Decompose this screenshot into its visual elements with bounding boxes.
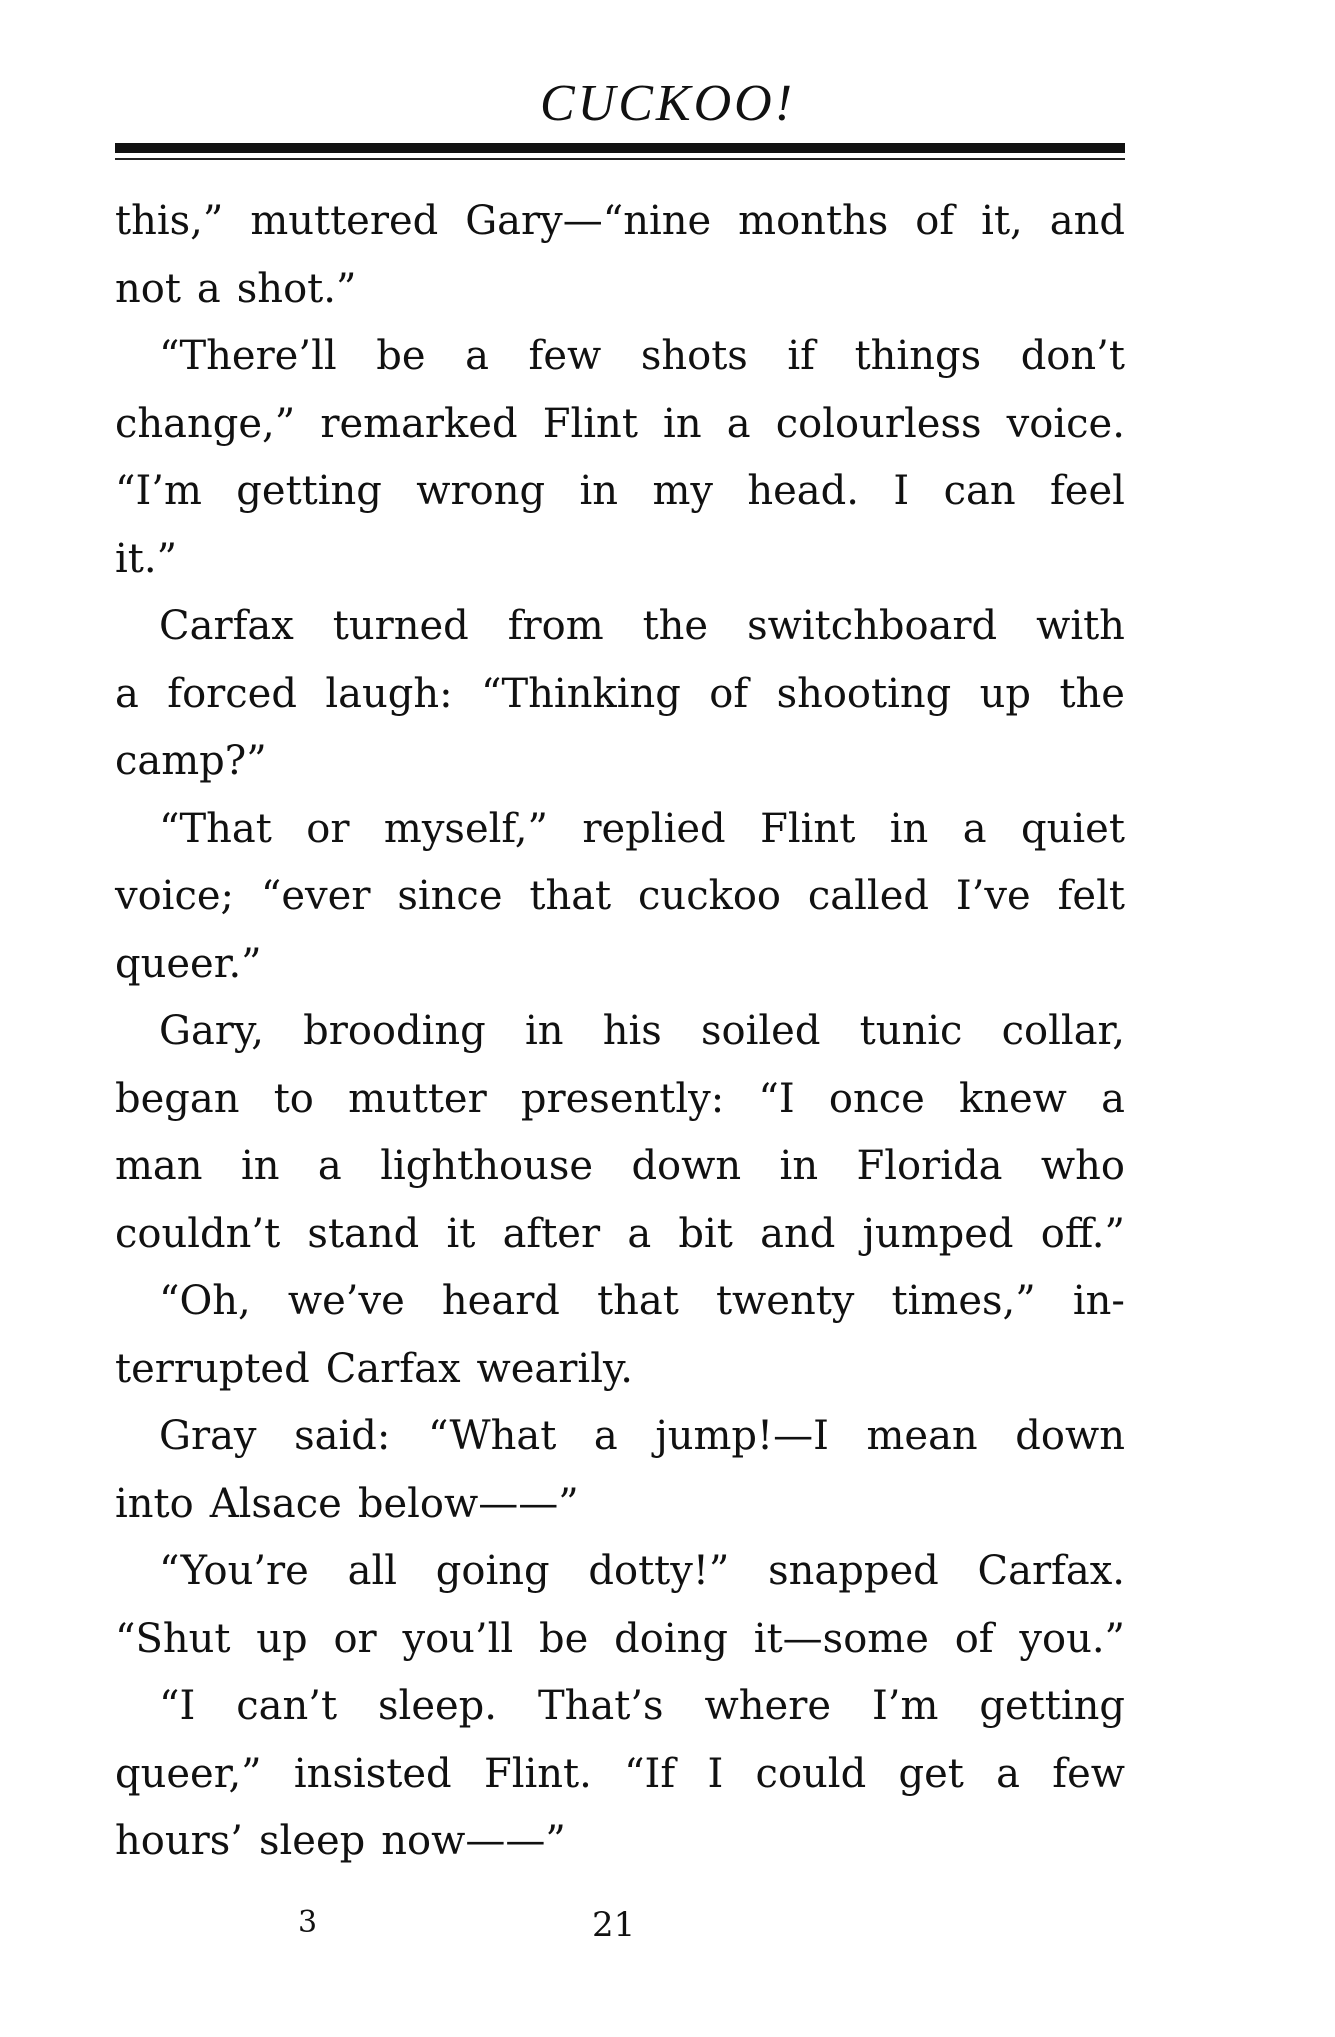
text-line-16: couldn’t stand it after a bit and jumped off.” bbox=[115, 1210, 1125, 1257]
header-rule-thin bbox=[115, 158, 1125, 160]
signature-mark: 3 bbox=[298, 1905, 318, 1940]
text-line-8: a forced laugh: “Thinking of shooting up the bbox=[115, 670, 1125, 717]
text-line-21: “You’re all going dotty!” snapped Carfax. bbox=[159, 1548, 1125, 1594]
header-rule bbox=[115, 143, 1125, 165]
text-line-5: “I’m getting wrong in my head. I can feel bbox=[115, 468, 1125, 514]
text-line-4: change,” remarked Flint in a colourless voice. bbox=[115, 400, 1125, 447]
text-line-19: Gray said: “What a jump!—I mean down bbox=[159, 1413, 1125, 1459]
text-line-23: “I can’t sleep. That’s where I’m getting bbox=[159, 1683, 1125, 1729]
page-number: 21 bbox=[592, 1905, 636, 1945]
text-line-9: camp?” bbox=[115, 738, 267, 784]
header-rule-thick bbox=[115, 143, 1125, 153]
text-line-7: Carfax turned from the switchboard with bbox=[159, 603, 1125, 649]
text-line-12: queer.” bbox=[115, 940, 262, 987]
running-head: CUCKOO! bbox=[539, 75, 796, 132]
text-line-24: queer,” insisted Flint. “If I could get a few bbox=[115, 1750, 1125, 1797]
text-line-6: it.” bbox=[115, 535, 178, 582]
text-line-13: Gary, brooding in his soiled tunic collar, bbox=[159, 1008, 1125, 1054]
text-line-2: not a shot.” bbox=[115, 265, 357, 312]
text-line-3: “There’ll be a few shots if things don’t bbox=[159, 333, 1125, 379]
text-line-10: “That or myself,” replied Flint in a quiet bbox=[159, 805, 1125, 852]
text-line-17: “Oh, we’ve heard that twenty times,” in- bbox=[159, 1278, 1125, 1324]
text-line-20: into Alsace below——” bbox=[115, 1480, 579, 1527]
text-line-15: man in a lighthouse down in Florida who bbox=[115, 1143, 1125, 1189]
text-line-22: “Shut up or you’ll be doing it—some of you.” bbox=[115, 1615, 1125, 1662]
text-line-18: terrupted Carfax wearily. bbox=[115, 1345, 633, 1392]
page-footer bbox=[0, 1905, 1335, 1955]
text-line-1: this,” muttered Gary—“nine months of it, and bbox=[115, 198, 1125, 244]
text-line-25: hours’ sleep now——” bbox=[115, 1818, 566, 1864]
text-line-14: began to mutter presently: “I once knew a bbox=[115, 1075, 1125, 1122]
text-line-11: voice; “ever since that cuckoo called I’ve felt bbox=[115, 873, 1125, 919]
body-text bbox=[115, 188, 1125, 1876]
